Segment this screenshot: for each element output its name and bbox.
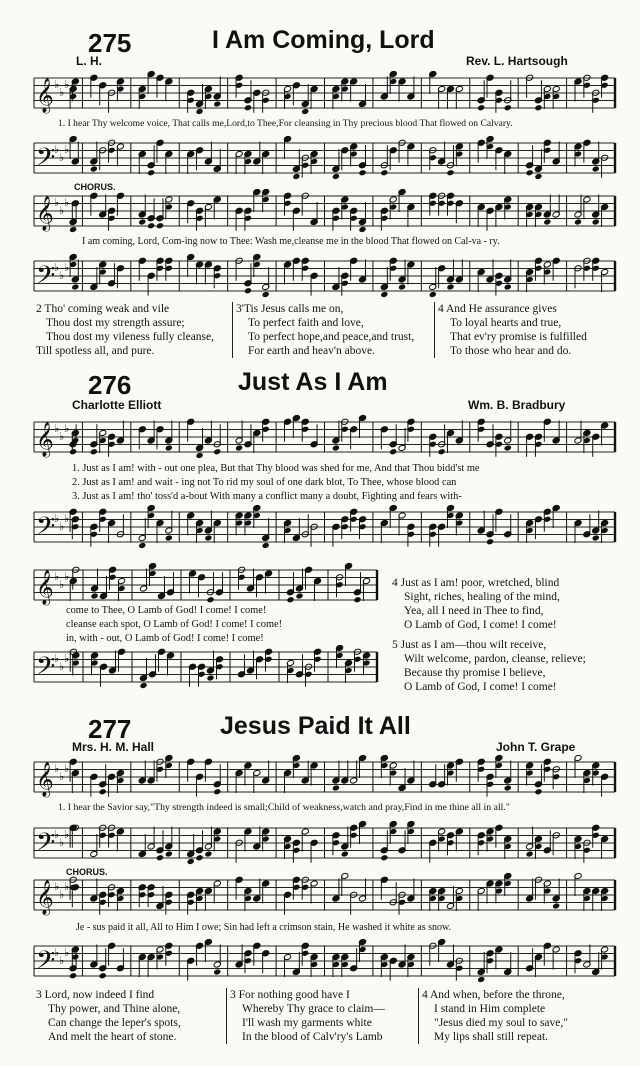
verse-line: 2. Just as I am! and wait - ing not To rid my soul of one dark blot, To Thee, whose blood can <box>72 477 457 488</box>
svg-text:♭: ♭ <box>59 151 65 164</box>
svg-text:♭: ♭ <box>64 570 70 583</box>
stanza-line: 4 And when, before the throne, <box>422 989 565 1001</box>
continuation-line: cleanse each spot, O Lamb of God! I come! I come! <box>66 619 283 630</box>
stanza-line: 3'Tis Jesus calls me on, <box>236 303 344 315</box>
svg-text:♭: ♭ <box>59 578 65 591</box>
stanza-line: Can change the leper's spots, <box>48 1017 181 1029</box>
svg-text:♭: ♭ <box>54 762 60 775</box>
svg-text:♭: ♭ <box>64 422 70 435</box>
chorus-line: Je - sus paid it all, All to Him I owe; Sin had left a crimson stain, He washed it white as snow. <box>76 922 452 933</box>
svg-text:𝄞: 𝄞 <box>36 196 54 231</box>
stanza-line: Till spotless all, and pure. <box>36 345 155 357</box>
chorus-line: I am coming, Lord, Com-ing now to Thee: Wash me,cleanse me in the blood That flowed on Cal-va - ry. <box>82 236 500 247</box>
stanza-line: To perfect faith and love, <box>248 317 364 329</box>
stanza-line: Sight, riches, healing of the mind, <box>404 591 560 603</box>
hymn-number: 276 <box>88 370 132 400</box>
stanza-line: 3 Lord, now indeed I find <box>36 989 155 1001</box>
svg-text:𝄢: 𝄢 <box>36 652 56 687</box>
svg-text:𝄢: 𝄢 <box>36 828 56 863</box>
hymn-title: I Am Coming, Lord <box>212 26 435 54</box>
stanza-line: Because thy promise I believe, <box>404 667 546 679</box>
svg-text:𝄞: 𝄞 <box>36 762 54 797</box>
stanza-line: That ev'ry promise is fulfilled <box>450 331 587 343</box>
svg-text:♭: ♭ <box>59 86 65 99</box>
svg-text:♭: ♭ <box>54 570 60 583</box>
stanza <box>422 988 568 1044</box>
stanza-line: Yea, all I need in Thee to find, <box>404 605 544 617</box>
chorus-label: CHORUS. <box>66 867 108 877</box>
svg-text:♭: ♭ <box>64 652 70 665</box>
svg-text:♭: ♭ <box>54 828 60 841</box>
stanza-line: 4 And He assurance gives <box>438 303 557 315</box>
svg-text:♭: ♭ <box>59 520 65 533</box>
svg-text:♭: ♭ <box>59 430 65 443</box>
svg-text:♭: ♭ <box>54 422 60 435</box>
svg-text:𝄢: 𝄢 <box>36 512 56 547</box>
svg-text:𝄢: 𝄢 <box>36 143 56 178</box>
svg-text:♭: ♭ <box>64 78 70 91</box>
column-divider <box>418 988 419 1044</box>
svg-text:𝄞: 𝄞 <box>36 422 54 457</box>
svg-text:𝄢: 𝄢 <box>36 261 56 296</box>
svg-text:𝄞: 𝄞 <box>36 880 54 915</box>
stanza-line: To those who hear and do. <box>450 345 572 357</box>
svg-text:♭: ♭ <box>54 196 60 209</box>
stanza-line: I'll wash my garments white <box>242 1017 372 1029</box>
svg-text:♭: ♭ <box>54 78 60 91</box>
continuation-line: come to Thee, O Lamb of God! I come! I come! <box>66 605 267 616</box>
svg-text:♭: ♭ <box>64 762 70 775</box>
verse-line: 1. I hear the Savior say,"Thy strength indeed is small;Child of weakness,watch and pray,Find in me thine all in all." <box>58 802 510 813</box>
words-credit: L. H. <box>76 54 102 68</box>
stanza-line: Thou dost my vileness fully cleanse, <box>46 331 214 343</box>
stanza-line: Thou dost my strength assure; <box>46 317 185 329</box>
svg-text:♭: ♭ <box>54 880 60 893</box>
stanza <box>230 988 385 1044</box>
music-credit: John T. Grape <box>496 740 576 754</box>
svg-text:♭: ♭ <box>54 261 60 274</box>
hymn-title: Jesus Paid It All <box>220 712 411 740</box>
svg-text:♭: ♭ <box>59 269 65 282</box>
stanza-line: O Lamb of God, I come! I come! <box>404 681 557 693</box>
svg-text:♭: ♭ <box>54 946 60 959</box>
svg-text:♭: ♭ <box>64 946 70 959</box>
hymn-number: 275 <box>88 28 132 58</box>
svg-text:♭: ♭ <box>59 888 65 901</box>
svg-text:♭: ♭ <box>64 880 70 893</box>
verse-line: 3. Just as I am! tho' toss'd a-bout With many a conflict many a doubt, Fighting and fears with- <box>72 491 462 502</box>
svg-text:♭: ♭ <box>59 954 65 967</box>
hymn-title: Just As I Am <box>238 368 388 396</box>
stanza-line: Wilt welcome, pardon, cleanse, relieve; <box>404 653 586 665</box>
svg-text:♭: ♭ <box>54 652 60 665</box>
svg-text:♭: ♭ <box>59 770 65 783</box>
stanza-line: To perfect hope,and peace,and trust, <box>248 331 415 343</box>
music-credit: Wm. B. Bradbury <box>468 398 566 412</box>
stanza-line: Whereby Thy grace to claim— <box>242 1003 385 1015</box>
stanza-line: 5 Just as I am—thou wilt receive, <box>392 639 547 651</box>
svg-text:♭: ♭ <box>64 512 70 525</box>
stanza-line: "Jesus died my soul to save," <box>434 1017 568 1029</box>
svg-text:♭: ♭ <box>64 828 70 841</box>
stanza-line: I stand in Him complete <box>434 1003 546 1015</box>
stanza-line: My lips shall still repeat. <box>434 1031 549 1043</box>
stanza-line: 2 Tho' coming weak and vile <box>36 303 170 315</box>
stanza-line: For earth and heav'n above. <box>248 345 375 357</box>
svg-text:♭: ♭ <box>59 204 65 217</box>
svg-text:♭: ♭ <box>54 512 60 525</box>
stanza-line: Thy power, and Thine alone, <box>48 1003 181 1015</box>
music-credit: Rev. L. Hartsough <box>466 54 568 68</box>
svg-text:♭: ♭ <box>59 836 65 849</box>
svg-text:𝄢: 𝄢 <box>36 946 56 981</box>
svg-text:𝄞: 𝄞 <box>36 78 54 113</box>
stanza-line: And melt the heart of stone. <box>48 1031 177 1043</box>
svg-text:♭: ♭ <box>54 143 60 156</box>
hymn-number: 277 <box>88 714 132 744</box>
svg-text:♭: ♭ <box>64 143 70 156</box>
verse-line: 1. Just as I am! with - out one plea, But that Thy blood was shed for me, And that Thou bidd'st me <box>72 463 480 474</box>
stanza-line: 4 Just as I am! poor, wretched, blind <box>392 577 560 589</box>
chorus-label: CHORUS. <box>74 182 116 192</box>
stanza-line: O Lamb of God, I come! I come! <box>404 619 557 631</box>
stanza-line: 3 For nothing good have I <box>230 989 350 1001</box>
words-credit: Mrs. H. M. Hall <box>72 740 155 754</box>
svg-text:𝄞: 𝄞 <box>36 570 54 605</box>
verse-line: 1. I hear Thy welcome voice, That calls me,Lord,to Thee,For cleansing in Thy precious blood That flowed on Calvary. <box>58 118 513 129</box>
svg-text:♭: ♭ <box>64 261 70 274</box>
svg-text:♭: ♭ <box>59 660 65 673</box>
column-divider <box>226 988 227 1044</box>
stanza <box>36 988 181 1044</box>
stanza-line: In the blood of Calv'ry's Lamb <box>242 1031 383 1043</box>
stanza-line: To loyal hearts and true, <box>450 317 562 329</box>
words-credit: Charlotte Elliott <box>72 398 162 412</box>
svg-text:♭: ♭ <box>64 196 70 209</box>
continuation-line: in, with - out, O Lamb of God! I come! I come! <box>66 633 264 644</box>
